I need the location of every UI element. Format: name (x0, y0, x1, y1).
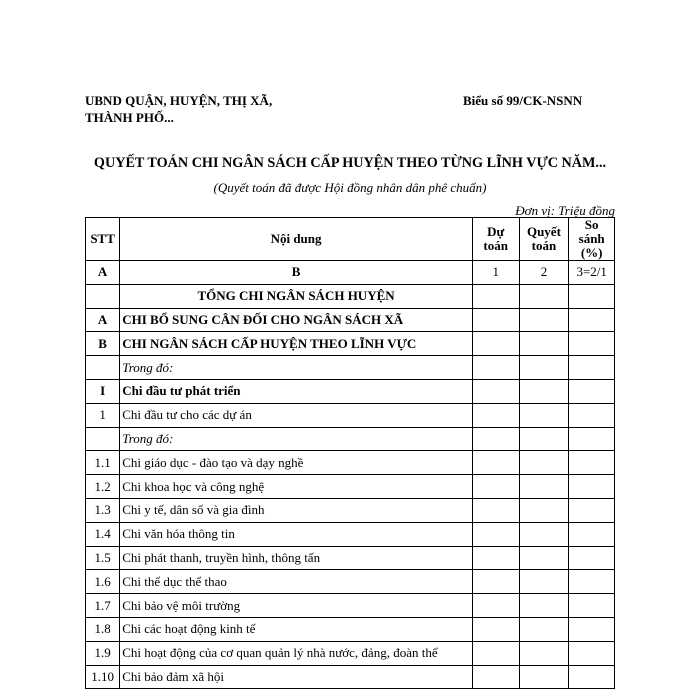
unit-label: Đơn vị: Triệu đồng (515, 203, 615, 218)
table-row (86, 570, 615, 594)
settlement-cell (519, 356, 569, 380)
table-row (86, 594, 615, 618)
table-row (86, 356, 615, 380)
row-content: Chi khoa học và công nghệ (120, 475, 473, 499)
settlement-cell (519, 498, 569, 522)
row-content: Chi hoạt động của cơ quan quản lý nhà nước, đảng, đoàn thể (120, 641, 473, 665)
estimate-cell (472, 522, 519, 546)
compare-cell (569, 665, 615, 689)
compare-cell (569, 594, 615, 618)
compare-cell (569, 356, 615, 380)
estimate-cell (472, 570, 519, 594)
estimate-cell (472, 284, 519, 308)
table-row (86, 475, 615, 499)
table-row (86, 546, 615, 570)
settlement-cell (519, 308, 569, 332)
table-row (86, 332, 615, 356)
row-stt: B (86, 332, 120, 356)
compare-cell (569, 475, 615, 499)
row-content: Chi thể dục thể thao (120, 570, 473, 594)
settlement-cell (519, 522, 569, 546)
estimate-cell (472, 475, 519, 499)
settlement-cell (519, 403, 569, 427)
compare-cell (569, 379, 615, 403)
settlement-cell (519, 665, 569, 689)
row-content: Chi văn hóa thông tin (120, 522, 473, 546)
table-row (86, 403, 615, 427)
row-stt: 1.2 (86, 475, 120, 499)
table-row (86, 617, 615, 641)
row-stt (86, 284, 120, 308)
column-label-row (86, 261, 615, 285)
issuing-authority-line2: THÀNH PHỐ... (85, 110, 174, 125)
label-stt: A (86, 261, 120, 285)
row-stt: 1.4 (86, 522, 120, 546)
table-row (86, 665, 615, 689)
settlement-cell (519, 617, 569, 641)
estimate-cell (472, 546, 519, 570)
row-content: Chi đầu tư cho các dự án (120, 403, 473, 427)
row-content: CHI NGÂN SÁCH CẤP HUYỆN THEO LĨNH VỰC (120, 332, 473, 356)
settlement-cell (519, 451, 569, 475)
label-content: B (120, 261, 473, 285)
row-stt: 1.9 (86, 641, 120, 665)
row-content: Chi đầu tư phát triển (120, 379, 473, 403)
row-content: Chi y tế, dân số và gia đình (120, 498, 473, 522)
table-header-row (86, 218, 615, 261)
header-estimate: Dự toán (472, 218, 519, 261)
estimate-cell (472, 403, 519, 427)
compare-cell (569, 617, 615, 641)
label-compare: 3=2/1 (569, 261, 615, 285)
settlement-cell (519, 570, 569, 594)
compare-cell (569, 522, 615, 546)
estimate-cell (472, 379, 519, 403)
row-stt (86, 427, 120, 451)
settlement-cell (519, 427, 569, 451)
header-compare: So sánh (%) (569, 218, 615, 261)
row-content: TỔNG CHI NGÂN SÁCH HUYỆN (120, 284, 473, 308)
settlement-cell (519, 641, 569, 665)
estimate-cell (472, 641, 519, 665)
settlement-cell (519, 475, 569, 499)
compare-cell (569, 308, 615, 332)
table-row (86, 451, 615, 475)
table-row (86, 308, 615, 332)
issuing-authority-line1: UBND QUẬN, HUYỆN, THỊ XÃ, (85, 93, 273, 108)
compare-cell (569, 427, 615, 451)
document-subtitle: (Quyết toán đã được Hội đồng nhân dân phê chuẩn) (213, 180, 487, 195)
estimate-cell (472, 427, 519, 451)
row-stt: 1.1 (86, 451, 120, 475)
label-settlement: 2 (519, 261, 569, 285)
estimate-cell (472, 308, 519, 332)
document-title: QUYẾT TOÁN CHI NGÂN SÁCH CẤP HUYỆN THEO TỪNG LĨNH VỰC NĂM... (93, 155, 607, 171)
settlement-cell (519, 284, 569, 308)
compare-cell (569, 403, 615, 427)
row-stt: 1.5 (86, 546, 120, 570)
compare-cell (569, 332, 615, 356)
table-row (86, 379, 615, 403)
row-stt: 1.3 (86, 498, 120, 522)
header-stt: STT (86, 218, 120, 261)
estimate-cell (472, 332, 519, 356)
compare-cell (569, 451, 615, 475)
table-row (86, 427, 615, 451)
row-content: Chi giáo dục - đào tạo và dạy nghề (120, 451, 473, 475)
issuing-authority (85, 92, 272, 126)
compare-cell (569, 284, 615, 308)
row-stt: A (86, 308, 120, 332)
row-content: Chi các hoạt động kinh tế (120, 617, 473, 641)
settlement-cell (519, 379, 569, 403)
estimate-cell (472, 665, 519, 689)
row-stt: I (86, 379, 120, 403)
header-settlement: Quyết toán (519, 218, 569, 261)
row-stt: 1 (86, 403, 120, 427)
settlement-cell (519, 546, 569, 570)
row-content: Trong đó: (120, 427, 473, 451)
table-row (86, 498, 615, 522)
settlement-cell (519, 594, 569, 618)
row-content: Chi phát thanh, truyền hình, thông tấn (120, 546, 473, 570)
label-estimate: 1 (472, 261, 519, 285)
row-stt: 1.6 (86, 570, 120, 594)
table-row (86, 284, 615, 308)
row-content: CHI BỔ SUNG CÂN ĐỐI CHO NGÂN SÁCH XÃ (120, 308, 473, 332)
row-stt: 1.8 (86, 617, 120, 641)
header-content: Nội dung (120, 218, 473, 261)
settlement-cell (519, 332, 569, 356)
estimate-cell (472, 356, 519, 380)
table-row (86, 522, 615, 546)
table-row (86, 641, 615, 665)
row-content: Chi bảo đảm xã hội (120, 665, 473, 689)
estimate-cell (472, 617, 519, 641)
row-content: Trong đó: (120, 356, 473, 380)
row-stt (86, 356, 120, 380)
row-stt: 1.7 (86, 594, 120, 618)
compare-cell (569, 546, 615, 570)
compare-cell (569, 498, 615, 522)
form-number: Biểu số 99/CK-NSNN (463, 93, 583, 108)
compare-cell (569, 641, 615, 665)
row-content: Chi bảo vệ môi trường (120, 594, 473, 618)
row-stt: 1.10 (86, 665, 120, 689)
estimate-cell (472, 451, 519, 475)
budget-table (85, 217, 615, 689)
estimate-cell (472, 498, 519, 522)
estimate-cell (472, 594, 519, 618)
compare-cell (569, 570, 615, 594)
